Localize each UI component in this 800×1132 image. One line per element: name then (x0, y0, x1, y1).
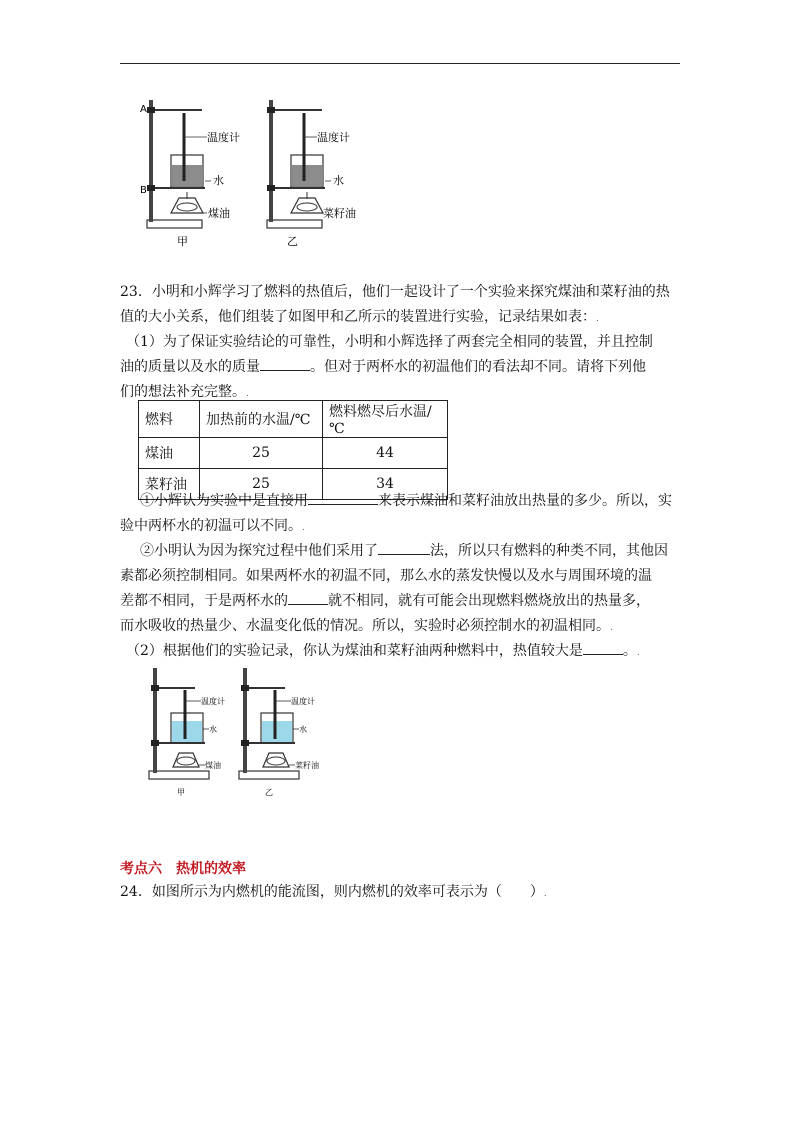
q24-text: 24．如图所示为内燃机的能流图，则内燃机的效率可表示为（ ）. (120, 884, 547, 900)
apparatus-figure-1 (135, 95, 360, 255)
figure-caption: 甲 (177, 788, 185, 797)
figure-caption: 乙 (287, 235, 298, 248)
data-table (138, 400, 448, 500)
apparatus-left (149, 668, 225, 797)
water-label: 水 (333, 174, 344, 187)
section-heading: 考点六 热机的效率 (120, 861, 246, 877)
table-header-row (139, 401, 448, 438)
answer-blank-5[interactable] (583, 639, 623, 655)
opinion-2-line-4: 而水吸收的热量少、水温变化低的情况。所以，实验时必须控制水的初温相同。. (120, 618, 613, 634)
table-cell: 44 (323, 438, 448, 469)
opinion-2-line-2: 素都必须控制相同。如果两杯水的初温不同，那么水的蒸发快慢以及水与周围环境的温 (120, 568, 652, 584)
apparatus-right (267, 100, 356, 248)
q23-intro-line-2: 值的大小关系，他们组装了如图甲和乙所示的装置进行实验，记录结果如表：. (120, 309, 599, 325)
q23-part1-line-2: 油的质量以及水的质量 。但对于两杯水的初温他们的看法却不同。请将下列他 (120, 355, 680, 380)
thermometer-label: 温度计 (291, 697, 315, 706)
thermometer-label: 温度计 (207, 131, 240, 144)
fuel-label: 煤油 (208, 207, 230, 220)
fuel-label: 菜籽油 (295, 761, 319, 770)
water-label: 水 (299, 725, 307, 734)
q23-intro (120, 280, 680, 405)
figure-caption: 乙 (265, 788, 273, 797)
table-cell: 25 (200, 438, 323, 469)
table-header-cell: 燃料燃尽后水温/℃ (323, 401, 448, 438)
figure-caption: 甲 (177, 235, 188, 248)
table-cell: 34 (323, 469, 448, 500)
fuel-label: 煤油 (205, 761, 221, 770)
opinion-1-line-1: ①小辉认为实验中是直接用 来表示煤油和菜籽油放出热量的多少。所以，实 (120, 489, 680, 514)
thermometer-label: 温度计 (201, 697, 225, 706)
table-header-cell: 燃料 (139, 401, 200, 438)
label-a: A (140, 104, 147, 115)
table-cell: 煤油 (139, 438, 200, 469)
thermometer-label: 温度计 (317, 131, 350, 144)
opinion-2-line-1: ②小明认为因为探究过程中他们采用了 法，所以只有燃料的种类不同，其他因 (120, 539, 680, 564)
table-cell: 25 (200, 469, 323, 500)
answer-blank-2[interactable] (308, 489, 378, 505)
label-b: B (140, 185, 147, 196)
q23-part2: （2）根据他们的实验记录，你认为煤油和菜籽油两种燃料中，热值较大是 。. (120, 639, 680, 664)
q23-intro-line-1: 23．小明和小辉学习了燃料的热值后，他们一起设计了一个实验来探究煤油和菜籽油的热 (120, 284, 670, 300)
q23-part1-line-3: 们的想法补充完整。. (120, 384, 249, 400)
table-cell: 菜籽油 (139, 469, 200, 500)
answer-blank-4[interactable] (288, 589, 328, 605)
q23-opinions (120, 489, 680, 664)
apparatus-figure-2 (135, 663, 360, 803)
opinion-2-line-3: 差都不相同，于是两杯水的 就不相同，就有可能会出现燃料燃烧放出的热量多， (120, 589, 680, 614)
table-header-cell: 加热前的水温/℃ (200, 401, 323, 438)
answer-blank-3[interactable] (378, 539, 430, 555)
water-label: 水 (213, 174, 224, 187)
apparatus-left (140, 100, 240, 248)
answer-blank-1[interactable] (260, 355, 310, 371)
header-rule (120, 63, 680, 64)
apparatus-right (239, 668, 319, 797)
opinion-1-line-2: 验中两杯水的初温可以不同。. (120, 518, 305, 534)
fuel-label: 菜籽油 (323, 207, 356, 220)
q23-part1-line-1: （1）为了保证实验结论的可靠性，小明和小辉选择了两套完全相同的装置，并且控制 (126, 334, 653, 350)
water-label: 水 (209, 725, 217, 734)
table-row (139, 438, 448, 469)
q24 (120, 880, 680, 905)
